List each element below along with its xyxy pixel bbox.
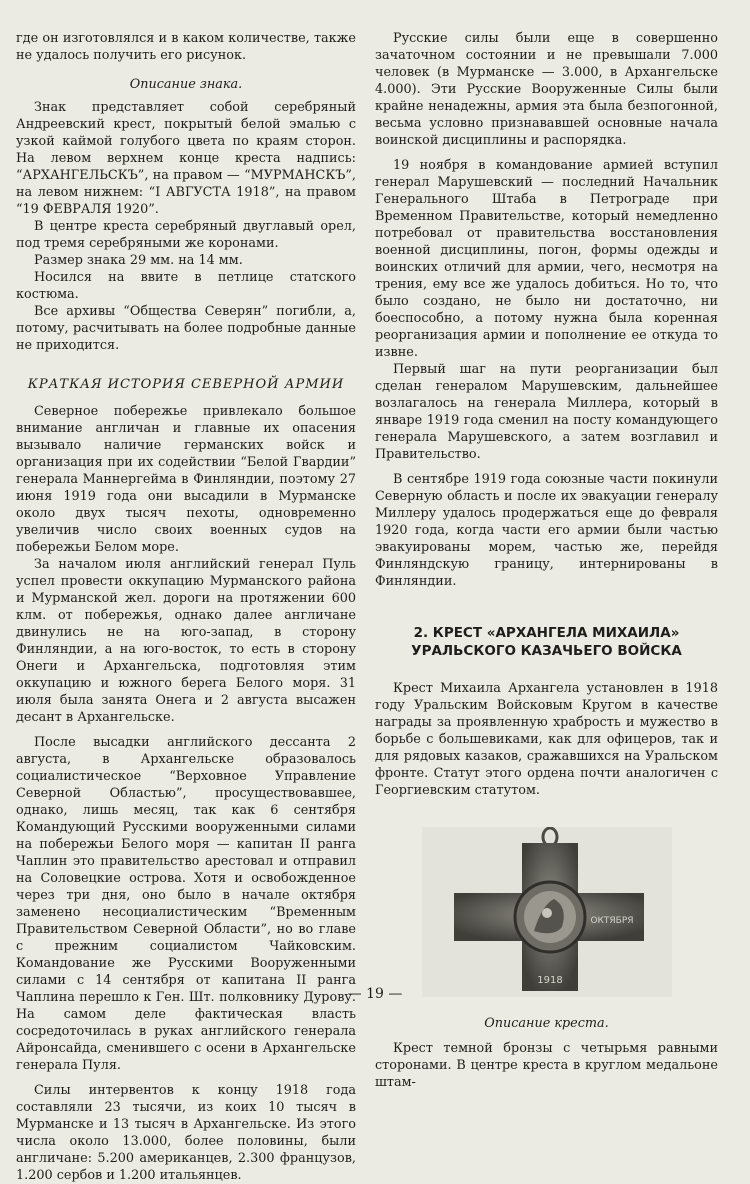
paragraph: Знак представляет собой серебряный Андреевский крест, покрытый белой эмалью с узкой каймой голубого цвета по краям сторон. На левом верхнем конце креста надпись: “АРХАНГЕЛЬСКЪ”, на правом — “МУРМАНСКЪ”, на левом нижнем: “I АВГУСТА 1918”, на правом “19 ФЕВРАЛЯ 1920”. [16, 100, 356, 217]
caption-cross-description: Описание креста. [484, 1016, 609, 1031]
section-title-northern-army: КРАТКАЯ ИСТОРИЯ СЕВЕРНОЙ АРМИИ [27, 377, 345, 392]
cross-bottom-label: 1918 [536, 975, 563, 986]
paragraph: Силы интервентов к концу 1918 года составляли 23 тысячи, из коих 10 тысяч в Мурманске и 13 тысяч в Архангельске. Из этого числа около 13.000, более половины, были англичане: 5.200 американцев, 2.300 французов, 1.200 сербов и 1.200 итальянцев. [16, 1083, 356, 1183]
paragraph: Русские силы были еще в совершенно зачаточном состоянии и не превышали 7.000 человек (в Мурманске — 3.000, в Архангельске 4.000). Эти Русские Вооруженные Силы были крайне ненадежны, армия эта была безпогонной, весьма условно признававшей основные начала воинской дисциплины и распорядка. [375, 31, 718, 148]
paragraph: Носился на ввите в петлице статского костюма. [16, 270, 356, 302]
section-heading-cross [375, 624, 718, 660]
cross-side-label: ОКТЯБРЯ [589, 916, 634, 926]
paragraph: После высадки английского десcанта 2 августа, в Архангельске образовалось социалистическое “Верховное Управление Северной Областью”, просуществовавшее, однако, лишь месяц, так как 6 сентября Командующий Русскими вооруженными силами на побережьи Белого моря — капитан II ранга Чаплин это правительство арестовал и отправил на Соловецкие острова. Хотя и освобожденное через три дня, оно было в начале октября заменено несоциалистическим “Временным Правительством Северной Области”, но во главе с прежним социалистом Чайковским. Командование же Русскими Вооруженными силами с 14 сентября от капитана II ранга Чаплина перешло к Ген. Шт. полковнику Дурову. На самом деле фактическая власть сосредоточилась в руках английского генерала Айронсайда, сменившего с осени в Архангельске генерала Пуля. [16, 735, 356, 1073]
paragraph: В сентябре 1919 года союзные части покинули Северную область и после их эвакуации генералу Миллеру удалось продержаться еще до февраля 1920 года, когда части его армии были частью эвакуированы морем, частью же, перейдя Финляндскую границу, интернированы в Финляндии. [375, 472, 718, 589]
paragraph: За началом июля английский генерал Пуль успел провести оккупацию Мурманского района и Мурманской жел. дороги на протяжении 600 клм. от побережья, однако далее англичане двинулись не на юго-запад, в сторону Финляндии, а на юго-восток, то есть в сторону Онеги и Архангельска, подготовляя этим оккупацию и южного берега Белого моря. 31 июля была занята Онега и 2 августа высажен десант в Архангельске. [16, 557, 356, 725]
subheading-sign-description: Описание знака. [129, 77, 243, 92]
paragraph: В центре креста серебряный двуглавый орел, под тремя серебряными же коронами. [16, 219, 356, 251]
paragraph: 19 ноября в командование армией вступил генерал Марушевский — последний Начальник Генерального Штаба в Петрограде при Временном Правительстве, который немедленно потребовал от правительства восстановления военной дисциплины, погон, формы одежды и воинских отличий для армии, чего, несмотря на трения, ему все же удалось добиться. Но то, что было создано, не было ни достаточно, ни боеспособно, а потому нужна была коренная реорганизация армии и пополнение ее откуда то извне. [375, 158, 718, 360]
heading-line: УРАЛЬСКОГО КАЗАЧЬЕГО ВОЙСКА [411, 643, 682, 659]
page-number: — 19 — [347, 986, 403, 1002]
paragraph: Размер знака 29 мм. на 14 мм. [34, 253, 243, 268]
cross-photo [422, 827, 672, 997]
paragraph: Крест Михаила Архангела установлен в 1918 году Уральским Войсковым Кругом в качестве награды за проявленную храбрость и мужество в борьбе с большевиками, как для офицеров, так и для рядовых казаков, сражавшихся на Уральском фронте. Статут этого ордена почти аналогичен с Георгиевским статутом. [375, 681, 718, 798]
heading-line: 2. КРЕСТ «АРХАНГЕЛА МИХАИЛА» [413, 625, 680, 641]
right-column [375, 30, 718, 1091]
paragraph: Северное побережье привлекало большое внимание англичан и главные их опасения вызывало наличие германских войск и организация при их содействии “Белой Гвардии” генерала Маннергейма в Финляндии, поэтому 27 июня 1919 года они высадили в Мурманске около двух тысяч пехоты, одновременно увеличив число своих военных судов на побережьи Белом море. [16, 404, 356, 555]
photo-wrapper [375, 827, 718, 997]
paragraph: Первый шаг на пути реорганизации был сделан генералом Марушевским, дальнейшее возлагалось на генерала Миллера, который в январе 1919 года сменил на посту командующего генерала Марушевского, а затем возглавил и Правительство. [375, 362, 718, 462]
left-column [16, 30, 356, 1184]
paragraph: Все архивы “Общества Северян” погибли, а, потому, расчитывать на более подробные данные не приходится. [16, 304, 356, 353]
paragraph: Крест темной бронзы с четырьмя равными сторонами. В центре креста в круглом медальоне штам- [375, 1041, 718, 1090]
cross-icon [422, 827, 672, 997]
paragraph: где он изготовлялся и в каком количестве, также не удалось получить его рисунок. [16, 31, 356, 63]
